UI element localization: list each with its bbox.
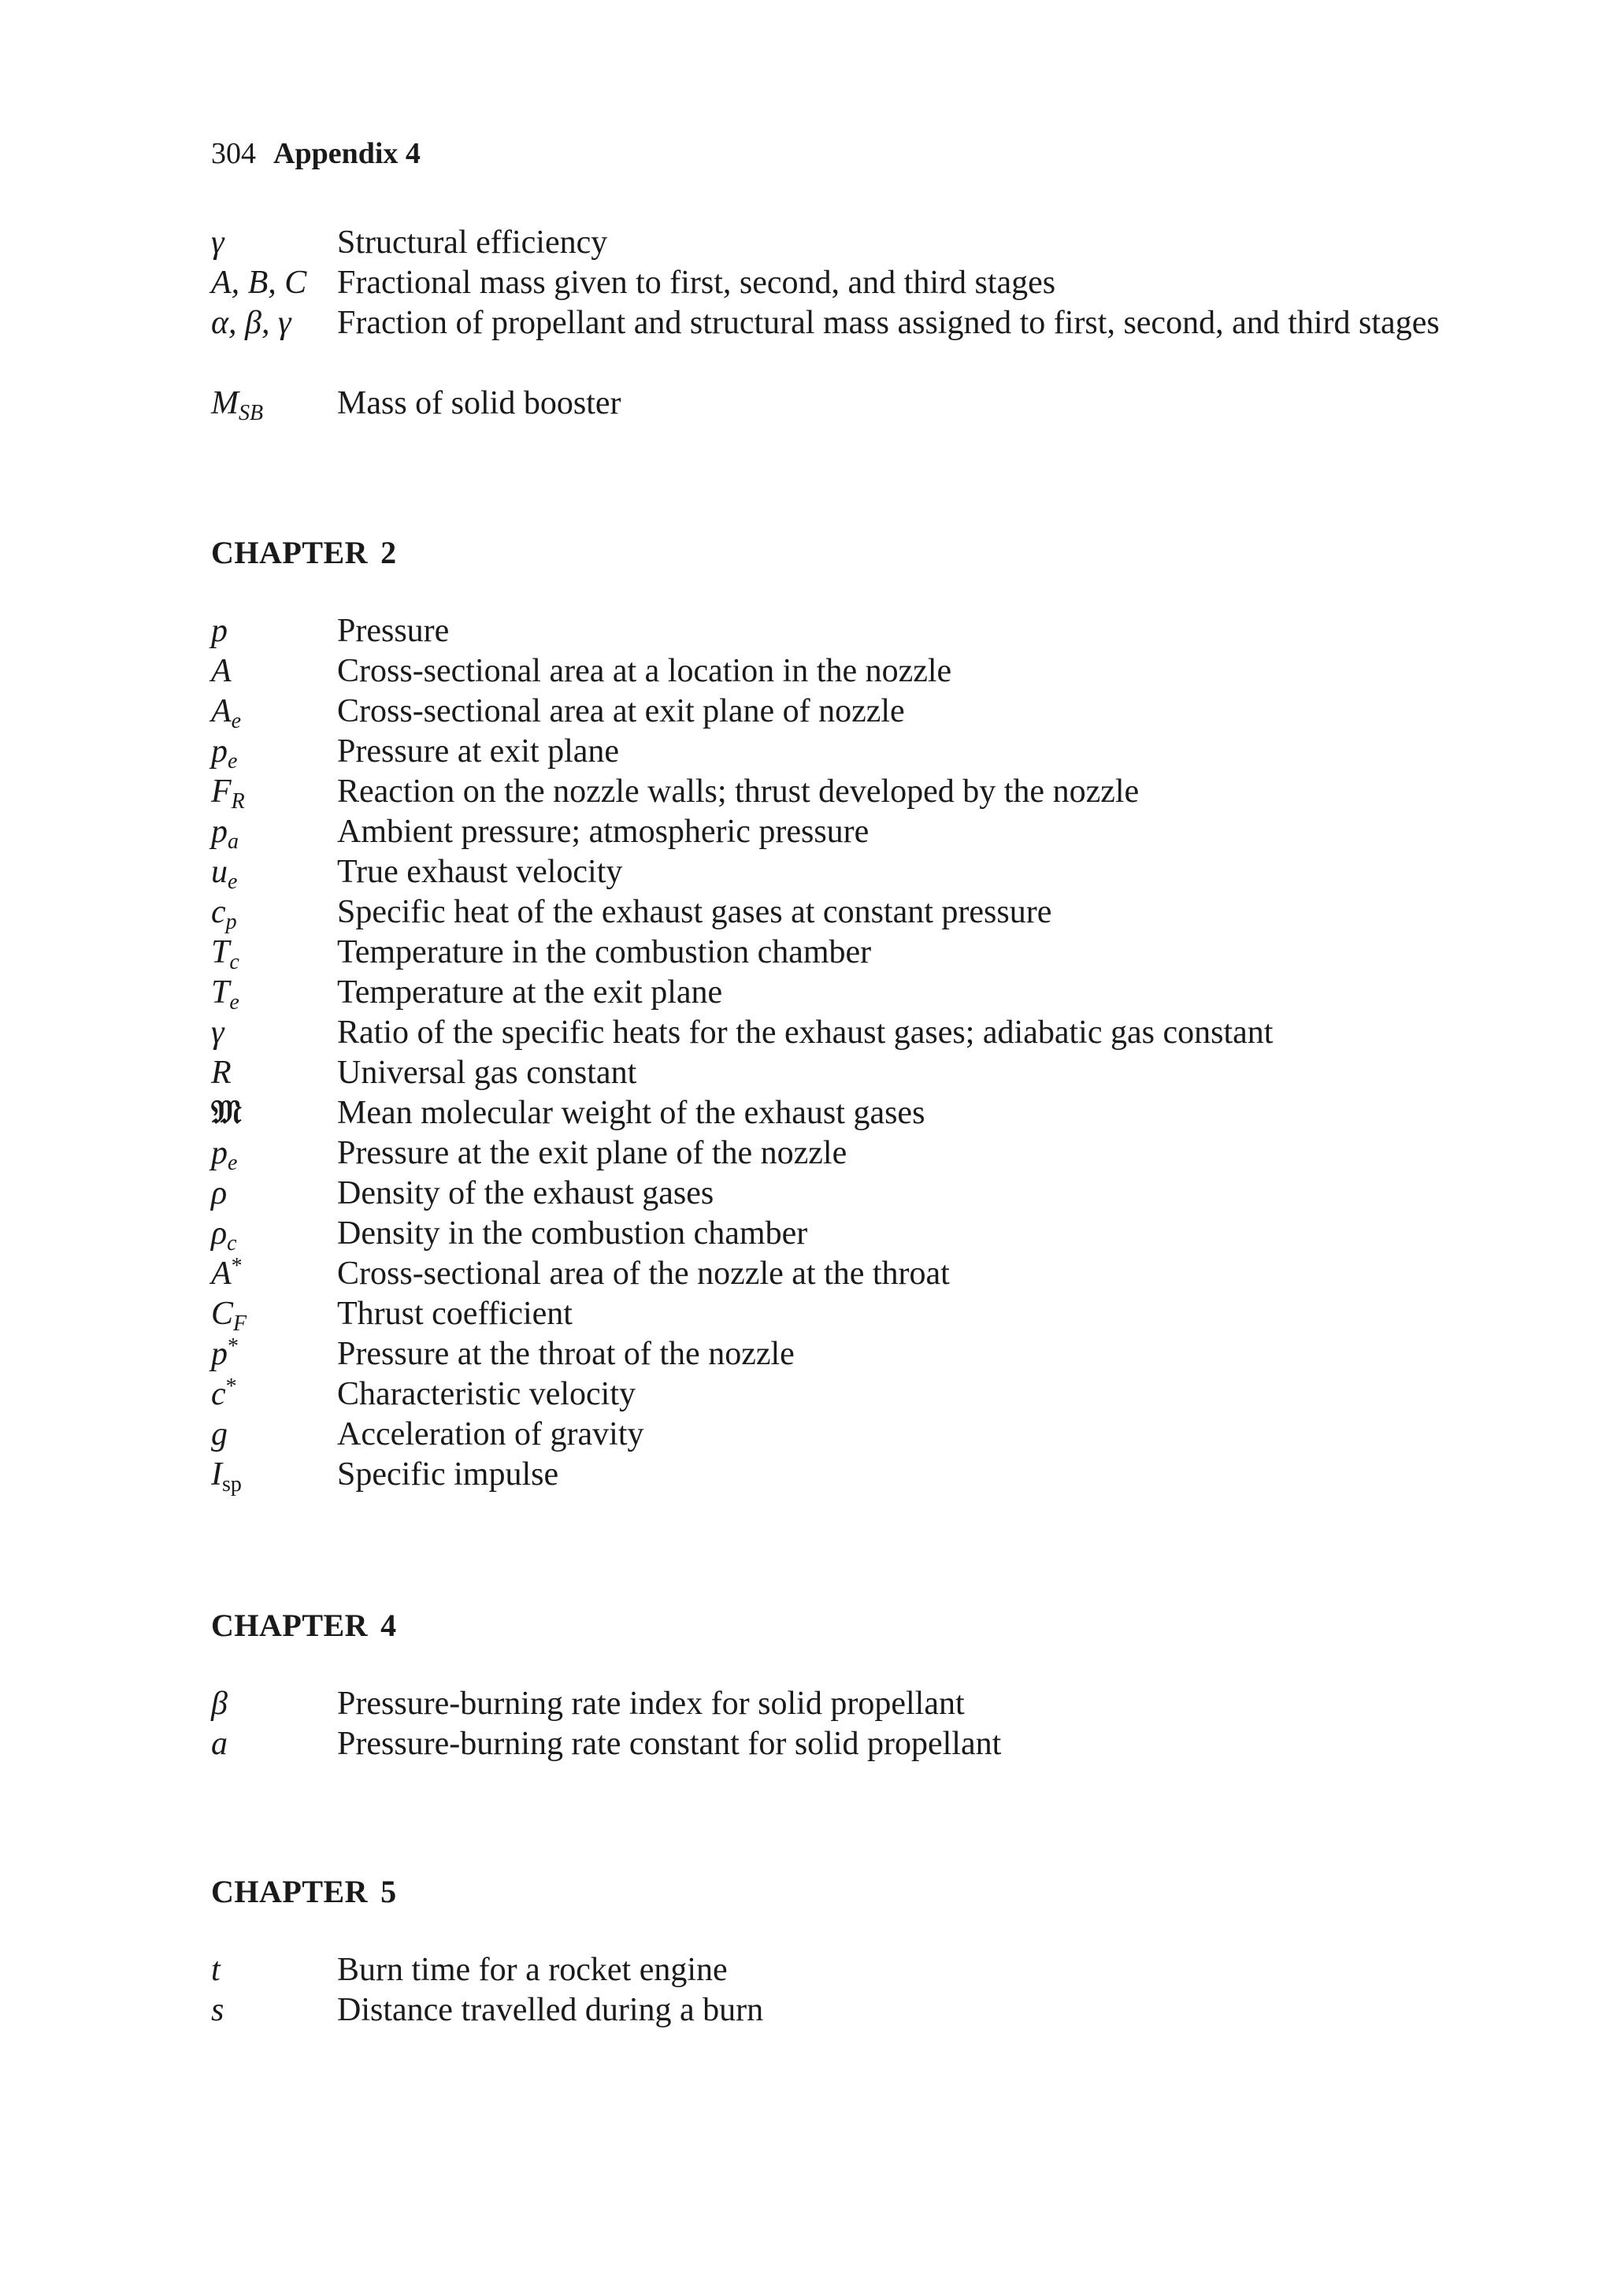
symbol-description: Universal gas constant — [337, 1055, 637, 1091]
symbol — [211, 973, 239, 1013]
chapter-label: CHAPTER — [211, 1874, 369, 1909]
symbol-description: Ambient pressure; atmospheric pressure — [337, 814, 870, 850]
symbol-subscript: p — [225, 910, 237, 934]
symbol-description: Cross-sectional area at exit plane of nozzle — [337, 693, 905, 729]
symbol — [211, 1133, 237, 1174]
symbol-superscript: * — [231, 1254, 243, 1278]
symbol: s — [211, 1992, 224, 2028]
symbol-subscript: R — [231, 789, 245, 814]
symbol-subscript: c — [229, 950, 239, 974]
symbol-description: Pressure-burning rate constant for solid propellant — [337, 1726, 1002, 1762]
symbol-subscript: e — [231, 709, 242, 733]
symbol-base: T — [211, 934, 230, 970]
symbol-description: Pressure-burning rate index for solid propellant — [337, 1686, 965, 1722]
symbol-subscript: e — [228, 1151, 238, 1175]
chapter-label: CHAPTER — [211, 1608, 369, 1643]
symbol — [211, 732, 237, 772]
symbol — [211, 1294, 247, 1334]
symbol-superscript: * — [228, 1334, 239, 1359]
symbol-subscript: SB — [239, 401, 264, 425]
chapter-heading — [211, 1610, 397, 1641]
symbol — [211, 384, 263, 424]
symbol-description: Mean molecular weight of the exhaust gases — [337, 1095, 925, 1131]
symbol-base: p — [211, 1135, 228, 1171]
symbol-base: p — [211, 733, 228, 770]
symbol — [211, 933, 239, 973]
symbol: ρ — [211, 1175, 228, 1211]
symbol — [211, 1214, 237, 1254]
symbol — [211, 1334, 239, 1374]
symbol-description: Temperature at the exit plane — [337, 974, 723, 1011]
chapter-number: 5 — [380, 1874, 397, 1909]
symbol-description: Reaction on the nozzle walls; thrust developed by the nozzle — [337, 773, 1140, 810]
symbol-description: Pressure at the exit plane of the nozzle — [337, 1135, 847, 1171]
symbol-description: True exhaust velocity — [337, 854, 623, 890]
symbol: g — [211, 1416, 228, 1452]
symbol: γ — [211, 1014, 224, 1051]
symbol-description: Thrust coefficient — [337, 1296, 573, 1332]
symbol — [211, 852, 237, 892]
symbol: α, β, γ — [211, 305, 291, 341]
symbol-description: Pressure — [337, 613, 450, 649]
symbol-description: Ratio of the specific heats for the exhaust gases; adiabatic gas constant — [337, 1014, 1274, 1051]
symbol: a — [211, 1726, 228, 1762]
chapter-heading — [211, 537, 397, 569]
symbol-description: Acceleration of gravity — [337, 1416, 644, 1452]
symbol-description: Pressure at exit plane — [337, 733, 620, 770]
symbol-subscript: e — [228, 749, 238, 773]
symbol-description: Density of the exhaust gases — [337, 1175, 714, 1211]
running-title: Appendix 4 — [273, 137, 421, 170]
symbol — [211, 812, 239, 852]
symbol-description: Cross-sectional area at a location in the nozzle — [337, 653, 952, 689]
page-number: 304 — [211, 137, 256, 170]
symbol-description: Mass of solid booster — [337, 385, 621, 421]
symbol-subscript: c — [227, 1231, 237, 1256]
chapter-label: CHAPTER — [211, 535, 369, 570]
symbol: β — [211, 1686, 228, 1722]
symbol-base: A — [211, 693, 232, 729]
symbol — [211, 772, 245, 812]
symbol-superscript: * — [225, 1374, 237, 1399]
symbol — [211, 1093, 242, 1133]
symbol-description: Pressure at the throat of the nozzle — [337, 1336, 795, 1372]
symbol-description: Fractional mass given to first, second, and third stages — [337, 265, 1056, 301]
chapter-number: 2 — [380, 535, 397, 570]
symbol — [211, 692, 241, 732]
symbol-base: T — [211, 974, 230, 1011]
symbol: R — [211, 1055, 232, 1091]
symbol-subscript: e — [228, 870, 238, 894]
symbol-base: F — [211, 773, 232, 810]
symbol-subscript: a — [228, 829, 239, 854]
symbol: p — [211, 613, 228, 649]
symbol-base: C — [211, 1296, 234, 1332]
symbol-base: p — [211, 814, 228, 850]
symbol-base: u — [211, 854, 228, 890]
symbol-description: Temperature in the combustion chamber — [337, 934, 872, 970]
symbol-description: Structural efficiency — [337, 224, 608, 261]
symbol — [211, 1374, 237, 1415]
page-header — [211, 139, 421, 169]
symbol: A, B, C — [211, 265, 307, 301]
symbol-base: M — [211, 385, 239, 421]
symbol-description: Characteristic velocity — [337, 1376, 636, 1412]
symbol-base: ρ — [211, 1215, 228, 1252]
symbol: t — [211, 1952, 221, 1988]
chapter-heading — [211, 1876, 397, 1908]
symbol: A — [211, 653, 232, 689]
symbol: γ — [211, 224, 224, 261]
symbol-description: Cross-sectional area of the nozzle at the throat — [337, 1256, 950, 1292]
symbol-description: Burn time for a rocket engine — [337, 1952, 728, 1988]
symbol-subscript: e — [229, 990, 239, 1014]
symbol-description: Specific heat of the exhaust gases at constant pressure — [337, 894, 1052, 930]
symbol-subscript: sp — [222, 1472, 242, 1497]
symbol — [211, 1254, 243, 1294]
symbol-base: A — [211, 1256, 232, 1292]
symbol — [211, 892, 237, 933]
symbol-base: p — [211, 1336, 228, 1372]
symbol-description: Density in the combustion chamber — [337, 1215, 808, 1252]
chapter-number: 4 — [380, 1608, 397, 1643]
symbol-base: c — [211, 894, 226, 930]
symbol-base: c — [211, 1376, 226, 1412]
symbol-description: Specific impulse — [337, 1456, 559, 1493]
symbol-description: Fraction of propellant and structural mass assigned to first, second, and third stages — [337, 305, 1440, 341]
symbol-subscript: F — [233, 1311, 247, 1336]
symbol — [211, 1455, 242, 1495]
symbol-base: I — [211, 1456, 222, 1493]
symbol-base: 𝔐 — [211, 1095, 242, 1131]
symbol-description: Distance travelled during a burn — [337, 1992, 764, 2028]
